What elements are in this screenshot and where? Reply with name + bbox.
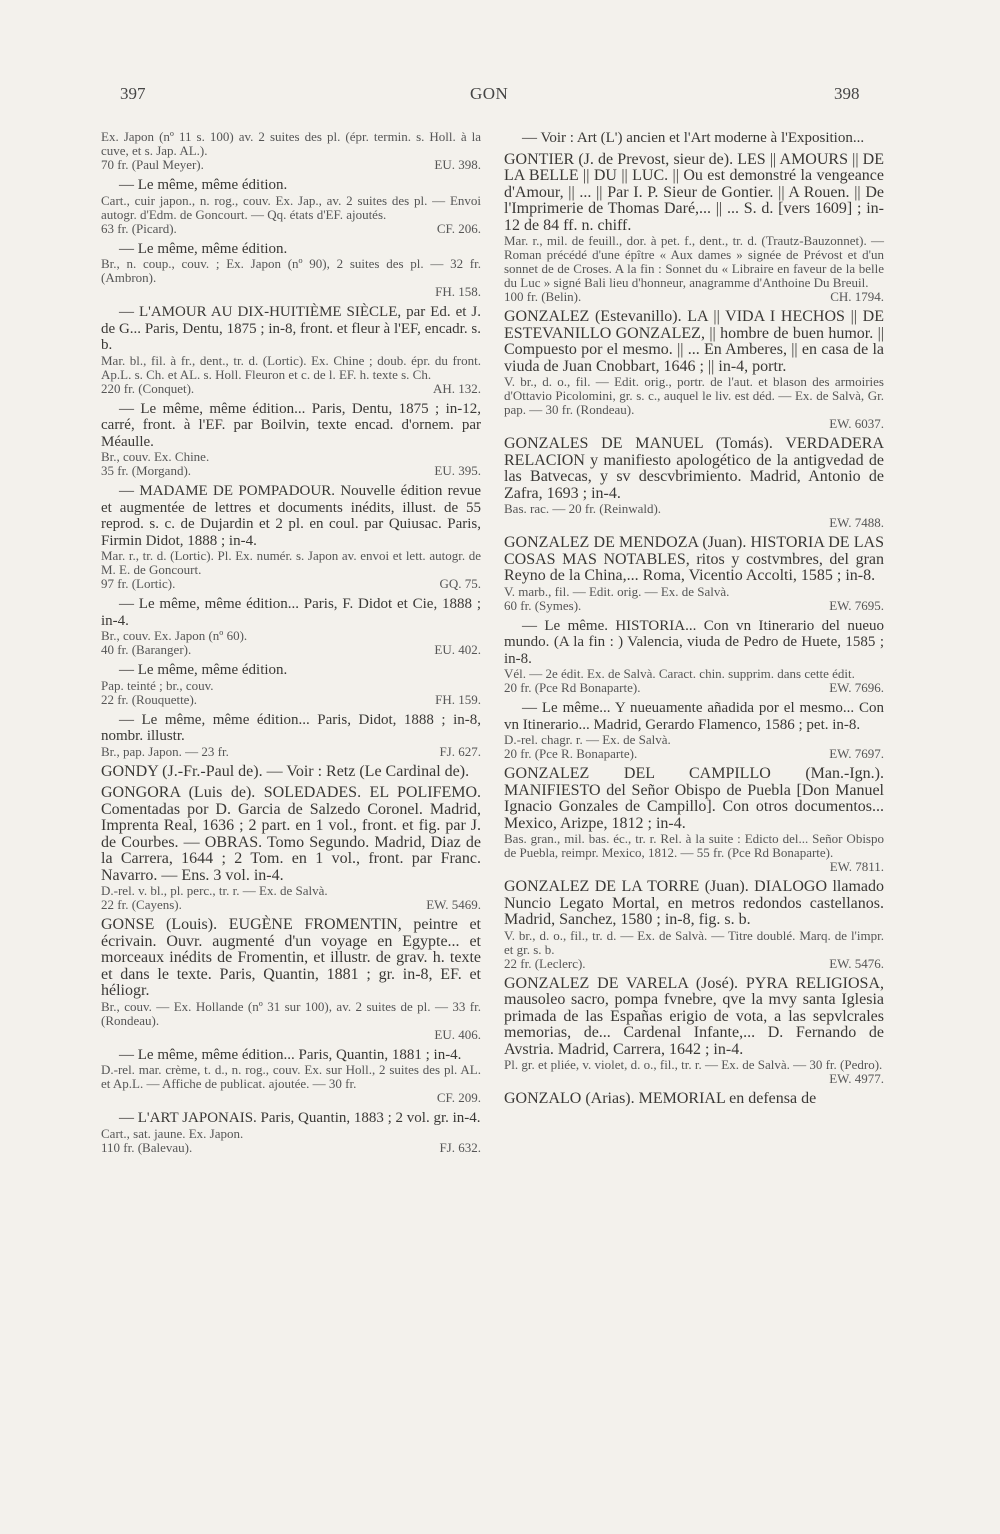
entry-note: V. br., d. o., fil. — Edit. orig., portr. de l'aut. et blason des armoiries d'Ottavio Picolomini, gr. s. c., auquel le liv. est déd. — Ex. de Salvà, Gr. pap. — 30 fr. (Rondeau).	[504, 374, 884, 417]
entry-price-line	[101, 693, 481, 707]
entry-price-line	[504, 747, 884, 761]
entry-note: D.-rel. v. bl., pl. perc., tr. r. — Ex. de Salvà.	[101, 883, 328, 898]
entry-price-line	[504, 417, 884, 431]
entry-reference: FJ. 632.	[439, 1139, 481, 1155]
entry-price: 70 fr. (Paul Meyer).	[101, 157, 204, 172]
entry-title: — Le même, même édition.	[119, 662, 288, 678]
entry-title: GONDY (J.-Fr.-Paul de). — Voir : Retz (Le Cardinal de).	[101, 762, 470, 780]
entry-reference: EU. 402.	[434, 642, 481, 657]
entry-reference: EU. 406.	[434, 1026, 481, 1042]
catalogue-entry	[101, 662, 481, 707]
entry-note: Bas. gran., mil. bas. éc., tr. r. Rel. à la suite : Edicto del... Señor Obispo de Puebla, reimpr. Mexico, 1812. — 55 fr. (Pce Rd Bonaparte).	[504, 831, 884, 860]
entry-title: GONZALO (Arias). MEMORIAL en defensa de	[504, 1090, 817, 1107]
catalogue-entry	[101, 177, 481, 236]
entry-title: GONZALEZ (Estevanillo). LA || VIDA I HECHOS || DE ESTEVANILLO GONZALEZ, || hombre de buen humor. || Compuesto por el mesmo. || ... En Amberes, || en casa de la viuda de Juan Cnobbart, 1646 ; || in-4, portr.	[504, 308, 884, 375]
entry-note: Br., couv. — Ex. Hollande (nº 31 sur 100), av. 2 suites de pl. — 33 fr. (Rondeau).	[101, 998, 481, 1028]
catalogue-entry	[504, 976, 884, 1087]
entry-reference: FH. 159.	[435, 691, 481, 707]
entry-title: GONZALES DE MANUEL (Tomás). VERDADERA RELACION y manifiesto apologético de la antigvedad de las Batvecas, y sv descvbrimiento. Madrid, Antonio de Zafra, 1693 ; in-4.	[504, 435, 884, 502]
catalogue-entry	[504, 130, 884, 147]
entry-reference: EW. 6037.	[829, 416, 884, 431]
catalogue-entry	[504, 618, 884, 696]
entry-note: D.-rel. chagr. r. — Ex. de Salvà.	[504, 732, 671, 747]
entry-price-line	[101, 382, 481, 396]
entry-price: 97 fr. (Lortic).	[101, 576, 176, 591]
entry-title: GONZALEZ DEL CAMPILLO (Man.-Ign.). MANIFIESTO del Señor Obispo de Puebla [Don Manuel Ignacio Gonzales de Campillo]. Con otros documentos... Mexico, Arizpe, 1812 ; in-4.	[504, 765, 884, 832]
entry-reference: FH. 158.	[435, 284, 481, 299]
entry-price: 20 fr. (Pce R. Bonaparte).	[504, 746, 638, 761]
catalogue-entry	[504, 535, 884, 613]
entry-reference: EW. 4977.	[829, 1071, 884, 1086]
catalogue-entry	[101, 785, 481, 912]
entry-reference: EW. 7696.	[829, 680, 884, 695]
entry-note: Pl. gr. et pliée, v. violet, d. o., fil., tr. r. — Ex. de Salvà. — 30 fr. (Pedro).	[504, 1057, 883, 1072]
entry-price: 20 fr. (Pce Rd Bonaparte).	[504, 680, 641, 695]
entry-title: GONSE (Louis). EUGÈNE FROMENTIN, peintre et écrivain. Ouvr. augmenté d'un voyage en Egypte... et morceaux inédits de Fromentin, et illustr. de grav. h. texte et dans le texte. Paris, Quantin, 1881 ; gr. in-8, EF. et héliogr.	[101, 916, 481, 999]
entry-title: GONGORA (Luis de). SOLEDADES. EL POLIFEMO. Comentadas por D. Garcia de Salzedo Coronel. Madrid, Imprenta Real, 1636 ; 2 part. en 1 vol., front. et fig. par J. de Courbes. — OBRAS. Tomo Segundo. Madrid, Diaz de la Carrera, 1644 ; 2 Tom. en 1 vol., front. par Franc. Navarro. — Ens. 3 vol. in-4.	[101, 784, 481, 884]
entry-title: — L'AMOUR AU DIX-HUITIÈME SIÈCLE, par Ed. et J. de G... Paris, Dentu, 1875 ; in-8, front. et fleur à l'EF, encadr. s. b.	[101, 304, 481, 353]
entry-price-line	[101, 464, 481, 478]
entry-price-line	[101, 745, 481, 759]
entry-title: — Voir : Art (L') ancien et l'Art moderne à l'Exposition...	[522, 130, 865, 146]
right-page-number: 398	[834, 84, 860, 103]
entry-note: V. br., d. o., fil., tr. d. — Ex. de Salvà. — Titre doublé. Marq. de l'impr. et gr. s. b.	[504, 927, 884, 957]
entry-reference: EW. 5469.	[426, 897, 481, 912]
entry-price-line	[101, 643, 481, 657]
entry-reference: EU. 395.	[434, 463, 481, 478]
entry-price-line	[504, 957, 884, 971]
catalogue-entry	[504, 879, 884, 971]
entry-note: Vél. — 2e édit. Ex. de Salvà. Caract. chin. supprim. dans cette édit.	[504, 666, 855, 681]
entry-note: Ex. Japon (nº 11 s. 100) av. 2 suites des pl. (épr. termin. s. Holl. à la cuve, et s. Jap. AL.).	[101, 129, 481, 158]
entry-price-line	[101, 1028, 481, 1042]
catalogue-entry	[101, 917, 481, 1042]
entry-note: Mar. r., tr. d. (Lortic). Pl. Ex. numér. s. Japon av. envoi et lett. autogr. de M. E. de Goncourt.	[101, 548, 481, 577]
catalogue-entry	[504, 436, 884, 530]
entry-price: 22 fr. (Cayens).	[101, 897, 182, 912]
entry-reference: FJ. 627.	[439, 743, 481, 759]
catalogue-entry	[504, 1091, 884, 1108]
entry-title: — Le même, même édition... Paris, Dentu, 1875 ; in-12, carré, front. à l'EF. par Boilvin, texte encad. d'ornem. par Méaulle.	[101, 400, 481, 450]
entry-note: Br., n. coup., couv. ; Ex. Japon (nº 90), 2 suites des pl. — 32 fr. (Ambron).	[101, 256, 481, 285]
entry-reference: CH. 1794.	[830, 289, 884, 304]
entry-title: — L'ART JAPONAIS. Paris, Quantin, 1883 ; 2 vol. gr. in-4.	[119, 1110, 481, 1126]
entry-price: 60 fr. (Symes).	[504, 597, 582, 613]
catalogue-entry	[504, 700, 884, 761]
catalogue-entry	[504, 152, 884, 305]
entry-title: — Le même... Y nueuamente añadida por el mesmo... Con vn Itinerario... Madrid, Gerardo Flamenco, 1586 ; pet. in-8.	[504, 700, 884, 733]
entry-reference: CF. 209.	[436, 1090, 481, 1105]
entry-title: GONTIER (J. de Prevost, sieur de). LES || AMOURS || DE LA BELLE || DU || LUC. || Ou est demonstré la vengeance d'Amour, || ... || Par I. P. Sieur de Gontier. || A Rouen. || De l'Imprimerie de Thomas Daré,... || ... S. d. [vers 1609] ; in-12 de 84 ff. n. chiff.	[504, 150, 884, 234]
catalogue-entry	[101, 304, 481, 396]
entry-price: 35 fr. (Morgand).	[101, 463, 192, 478]
entry-price-line	[504, 290, 884, 304]
entry-price-line	[101, 1141, 481, 1155]
entry-note: Mar. r., mil. de feuill., dor. à pet. f., dent., tr. d. (Trautz-Bauzonnet). — Roman précédé d'une épître « Aux dames » signée de Prévost et d'un sonnet de de Croses. A la fin : Sonnet du « Libraire en faveur de la belle du Luc » signé Bali lieu d'honneur, anagramme d'Anthoine Du Breuil.	[504, 233, 884, 290]
entry-reference: EU. 398.	[434, 157, 481, 172]
entry-title: — Le même, même édition... Paris, Quantin, 1881 ; in-4.	[119, 1046, 462, 1063]
entry-reference: EW. 7811.	[829, 859, 884, 874]
entry-price: Br., pap. Japon. — 23 fr.	[101, 743, 229, 759]
left-page-number: 397	[120, 84, 146, 103]
catalogue-entry	[101, 130, 481, 172]
entry-note: D.-rel. mar. crème, t. d., n. rog., couv. Ex. sur Holl., 2 suites des pl. AL. et Ap.L. — Affiche de publicat. ajoutée. — 30 fr.	[101, 1062, 481, 1091]
catalogue-entry	[101, 401, 481, 479]
entry-reference: AH. 132.	[432, 380, 481, 396]
entry-note: Mar. bl., fil. à fr., dent., tr. d. (Lortic). Ex. Chine ; doub. épr. du front. Ap.L. s. Ch. et AL. s. Holl. Fleuron et c. de l. EF. h. texte s. Ch.	[101, 352, 481, 382]
entry-price: 63 fr. (Picard).	[101, 220, 177, 236]
entry-title: — Le même, même édition.	[119, 240, 288, 257]
entry-price-line	[101, 577, 481, 591]
entry-reference: EW. 7697.	[829, 746, 884, 761]
catalogue-entry	[504, 309, 884, 431]
entry-reference: GQ. 75.	[439, 576, 481, 591]
left-column	[101, 130, 481, 1160]
entry-note: Cart., sat. jaune. Ex. Japon.	[101, 1125, 244, 1141]
entry-title: — Le même, même édition.	[119, 177, 288, 193]
entry-title: — Le même, même édition... Paris, Didot, 1888 ; in-8, nombr. illustr.	[101, 711, 481, 744]
entry-title: GONZALEZ DE LA TORRE (Juan). DIALOGO llamado Nuncio Legato Mortal, en metros redondos castellanos. Madrid, Sanchez, 1580 ; in-8, fig. s. b.	[504, 878, 884, 928]
entry-price: 40 fr. (Baranger).	[101, 642, 192, 657]
entry-price-line	[101, 285, 481, 299]
catalogue-entry	[101, 764, 481, 781]
entry-note: V. marb., fil. — Edit. orig. — Ex. de Salvà.	[504, 583, 730, 599]
catalogue-entry	[101, 241, 481, 300]
entry-note: Br., couv. Ex. Chine.	[101, 449, 210, 464]
entry-note: Bas. rac. — 20 fr. (Reinwald).	[504, 501, 662, 516]
entry-note: Br., couv. Ex. Japon (nº 60).	[101, 628, 248, 643]
entry-reference: EW. 5476.	[829, 955, 884, 971]
entry-title: GONZALEZ DE VARELA (José). PYRA RELIGIOSA, mausoleo sacro, pompa fvnebre, qve la mvy santa Iglesia primada de las Españas erigio de vota, a las sepvlcrales memorias, de... Cardenal Infante,... D. Fernando de Avstria. Madrid, Carrera, 1642 ; in-4.	[504, 974, 884, 1058]
entry-price: 22 fr. (Leclerc).	[504, 955, 586, 971]
entry-price: 22 fr. (Rouquette).	[101, 691, 198, 707]
entry-price-line	[504, 1072, 884, 1086]
catalogue-entry	[101, 483, 481, 591]
entry-price: 100 fr. (Belin).	[504, 289, 582, 304]
entry-price-line	[101, 222, 481, 236]
entry-price-line	[101, 1091, 481, 1105]
catalogue-entry	[101, 596, 481, 657]
catalogue-entry	[101, 1047, 481, 1106]
entry-price-line	[504, 860, 884, 874]
entry-price: 110 fr. (Balevau).	[101, 1139, 193, 1155]
catalogue-entry	[101, 712, 481, 759]
catalogue-entry	[101, 1110, 481, 1155]
entry-title: GONZALEZ DE MENDOZA (Juan). HISTORIA DE LAS COSAS MAS NOTABLES, ritos y costvmbres, del gran Reyno de la China,... Roma, Vicentio Accolti, 1585 ; in-8.	[504, 534, 884, 584]
catalogue-entry	[504, 766, 884, 874]
entry-price-line	[504, 599, 884, 613]
entry-title: — Le même, même édition... Paris, F. Didot et Cie, 1888 ; in-4.	[101, 596, 481, 629]
entry-price-line	[101, 898, 481, 912]
entry-reference: CF. 206.	[436, 220, 481, 236]
entry-reference: EW. 7695.	[829, 597, 884, 613]
entry-price-line	[504, 516, 884, 530]
right-column	[504, 130, 884, 1113]
entry-price: 220 fr. (Conquet).	[101, 380, 195, 396]
entry-note: Cart., cuir japon., n. rog., couv. Ex. Jap., av. 2 suites des pl. — Envoi autogr. d'Edm. de Goncourt. — Qq. états d'EF. ajoutés.	[101, 192, 481, 222]
running-title: GON	[470, 84, 509, 103]
entry-title: — MADAME DE POMPADOUR. Nouvelle édition revue et augmentée de lettres et documents inédits, illust. de 55 reprod. s. c. de Dujardin et 2 pl. en coul. par Quiusac. Paris, Firmin Didot, 1888 ; in-4.	[101, 483, 481, 549]
entry-title: — Le même. HISTORIA... Con vn Itinerario del nueuo mundo. (A la fin : ) Valencia, viuda de Pedro de Huete, 1585 ; in-8.	[504, 617, 884, 667]
entry-note: Pap. teinté ; br., couv.	[101, 677, 214, 693]
entry-reference: EW. 7488.	[829, 515, 884, 530]
entry-price-line	[504, 681, 884, 695]
entry-price-line	[101, 158, 481, 172]
